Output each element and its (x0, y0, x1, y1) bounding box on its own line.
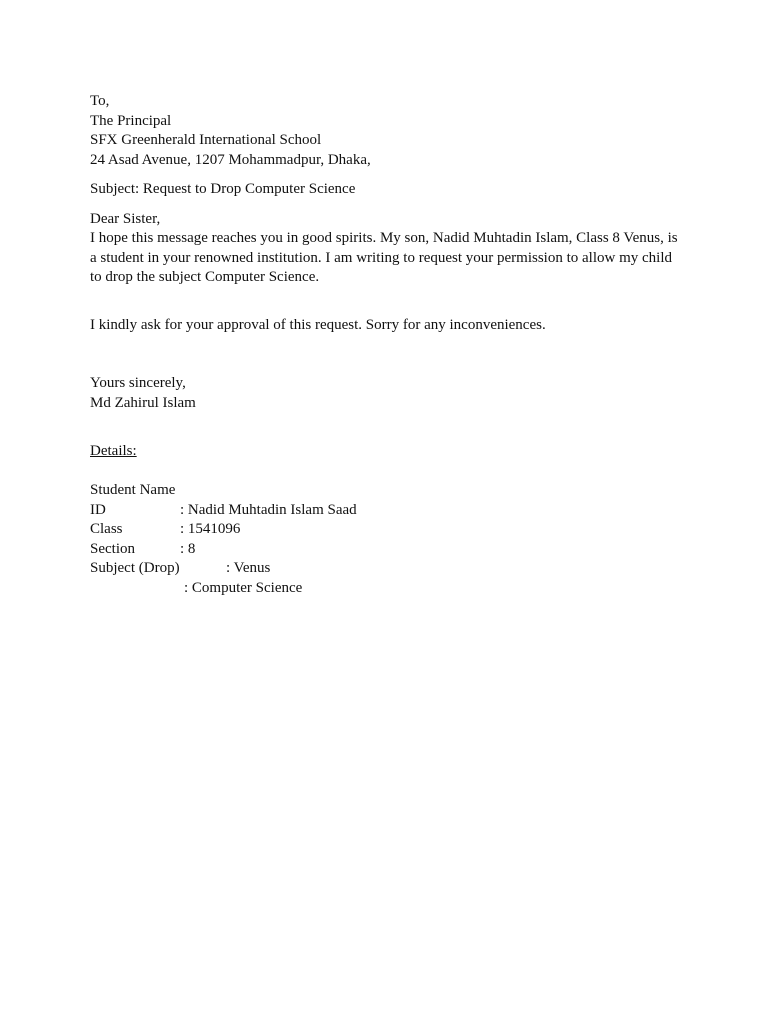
address-line: To, (90, 93, 110, 109)
details-list (90, 462, 680, 596)
details-value: : Nadid Muhtadin Islam Saad (180, 501, 357, 518)
body-paragraph: I hope this message reaches you in good spirits. My son, Nadid Muhtadin Islam, Class 8 Venus, is a student in your renowned institution. I am writing to request your permission to allow my child to drop the subject Computer Science. (90, 230, 678, 285)
recipient-address (90, 92, 680, 170)
details-value: : Venus (226, 560, 271, 576)
subject-line: Subject: Request to Drop Computer Science (90, 181, 356, 197)
address-line: SFX Greenherald International School (90, 132, 322, 148)
details-value: : Computer Science (184, 579, 303, 596)
details-label: Section (90, 540, 135, 557)
details-row (90, 462, 680, 518)
details-value: : 8 (180, 540, 196, 557)
details-value: : 1541096 (180, 521, 241, 537)
address-line: The Principal (90, 112, 172, 129)
details-label: Class (90, 521, 123, 537)
salutation: Dear Sister, (90, 210, 161, 227)
details-label: Student Name (90, 482, 176, 498)
address-line: 24 Asad Avenue, 1207 Mohammadpur, Dhaka, (90, 151, 371, 168)
letter-page (90, 92, 680, 596)
signature: Md Zahirul Islam (90, 394, 196, 411)
details-label: ID (90, 501, 106, 518)
closing: Yours sincerely, (90, 375, 186, 391)
details-heading: Details: (90, 443, 137, 459)
body-paragraph: I kindly ask for your approval of this request. Sorry for any inconveniences. (90, 316, 546, 333)
details-label: Subject (Drop) (90, 560, 180, 576)
